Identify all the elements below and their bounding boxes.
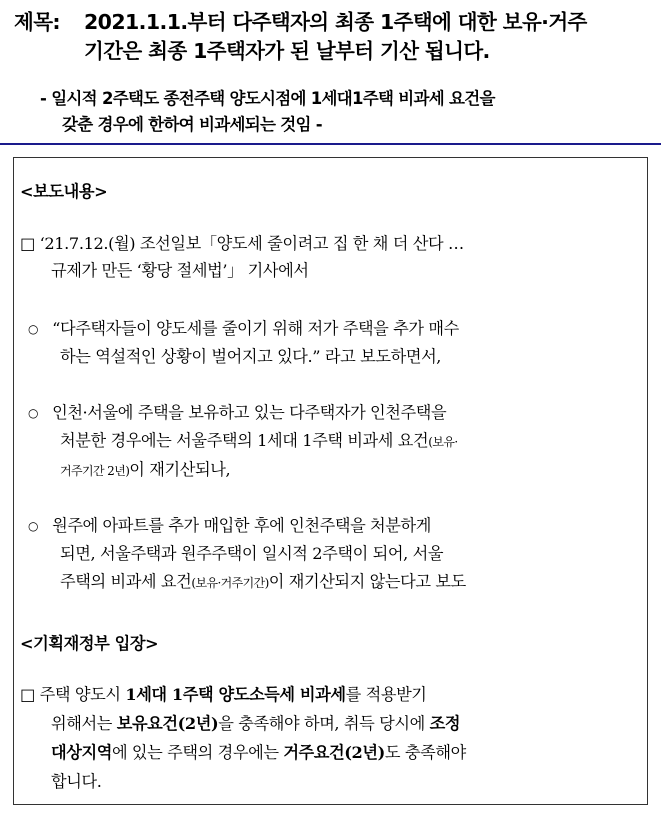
report-intro-line-2: 규제가 만든 ‘황당 절세법’」 기사에서 <box>51 261 309 280</box>
report-bullet-1-line-2: 하는 역설적인 상황이 벌어지고 있다.” 라고 보도하면서, <box>60 347 442 366</box>
title-line-1: 2021.1.1.부터 다주택자의 최종 1주택에 대한 보유·거주 <box>84 10 587 34</box>
bullet-circle-icon: ○ <box>28 406 39 420</box>
bullet-circle-icon: ○ <box>28 519 39 533</box>
subtitle-line-2: 갖춘 경우에 한하여 비과세되는 것임 - <box>62 115 322 134</box>
subtitle <box>40 86 655 138</box>
page-title <box>14 8 654 66</box>
ministry-line-2c: 을 충족해야 하며, 취득 당시에 <box>218 714 430 733</box>
ministry-line-3d: 도 충족해야 <box>384 743 466 762</box>
ministry-line-3-bold-1: 대상지역 <box>51 743 112 762</box>
report-bullet-2-line-1: 인천·서울에 주택을 보유하고 있는 다주택자가 인천주택을 <box>52 403 447 422</box>
ministry-line-2-bold-1: 보유요건(2년) <box>116 714 219 733</box>
ministry-line-3b: 에 있는 주택의 경우에는 <box>111 743 284 762</box>
report-bullet-3-line-3b: 이 재기산되지 않는다고 보도 <box>268 572 466 591</box>
report-bullet-1-line-1: “다주택자들이 양도세를 줄이기 위해 저가 주택을 추가 매수 <box>52 319 459 338</box>
ministry-line-4: 합니다. <box>51 772 102 791</box>
report-bullet-2 <box>28 399 648 485</box>
report-bullet-2-line-2: 처분한 경우에는 서울주택의 1세대 1주택 비과세 요건 <box>60 431 429 450</box>
ministry-line-2a: 위해서는 <box>51 714 117 733</box>
title-divider <box>0 143 661 145</box>
report-bullet-2-small-1: (보유· <box>428 435 458 449</box>
report-header: <보도내용> <box>20 182 108 201</box>
ministry-line-3-bold-2: 거주요건(2년) <box>283 743 385 762</box>
ministry-line-2-bold-2: 조정 <box>429 714 461 733</box>
ministry-line-1a: □ 주택 양도시 <box>20 685 126 704</box>
title-label: 제목: <box>14 10 61 34</box>
bullet-circle-icon: ○ <box>28 322 39 336</box>
ministry-header: <기획재정부 입장> <box>20 634 159 653</box>
report-intro <box>20 230 645 284</box>
subtitle-line-1: - 일시적 2주택도 종전주택 양도시점에 1세대1주택 비과세 요건을 <box>40 89 495 108</box>
title-line-2: 기간은 최종 1주택자가 된 날부터 기산 됩니다. <box>84 39 490 63</box>
ministry-position <box>20 680 645 796</box>
report-bullet-1 <box>28 315 648 371</box>
report-bullet-3-line-1: 원주에 아파트를 추가 매입한 후에 인천주택을 처분하게 <box>52 516 432 535</box>
report-bullet-3-line-2: 되면, 서울주택과 원주주택이 일시적 2주택이 되어, 서울 <box>60 544 444 563</box>
report-bullet-2-small-2: 거주기간 2년) <box>60 464 130 478</box>
report-bullet-2-line-3: 이 재기산되나, <box>129 460 231 479</box>
ministry-line-1-bold: 1세대 1주택 양도소득세 비과세 <box>125 685 346 704</box>
report-bullet-3-line-3a: 주택의 비과세 요건 <box>60 572 192 591</box>
report-intro-line-1: □ ‘21.7.12.(월) 조선일보「양도세 줄이려고 집 한 채 더 산다 … <box>20 234 464 253</box>
report-bullet-3-small: (보유·거주기간) <box>191 576 269 590</box>
ministry-line-1c: 를 적용받기 <box>345 685 427 704</box>
report-bullet-3 <box>28 512 648 597</box>
